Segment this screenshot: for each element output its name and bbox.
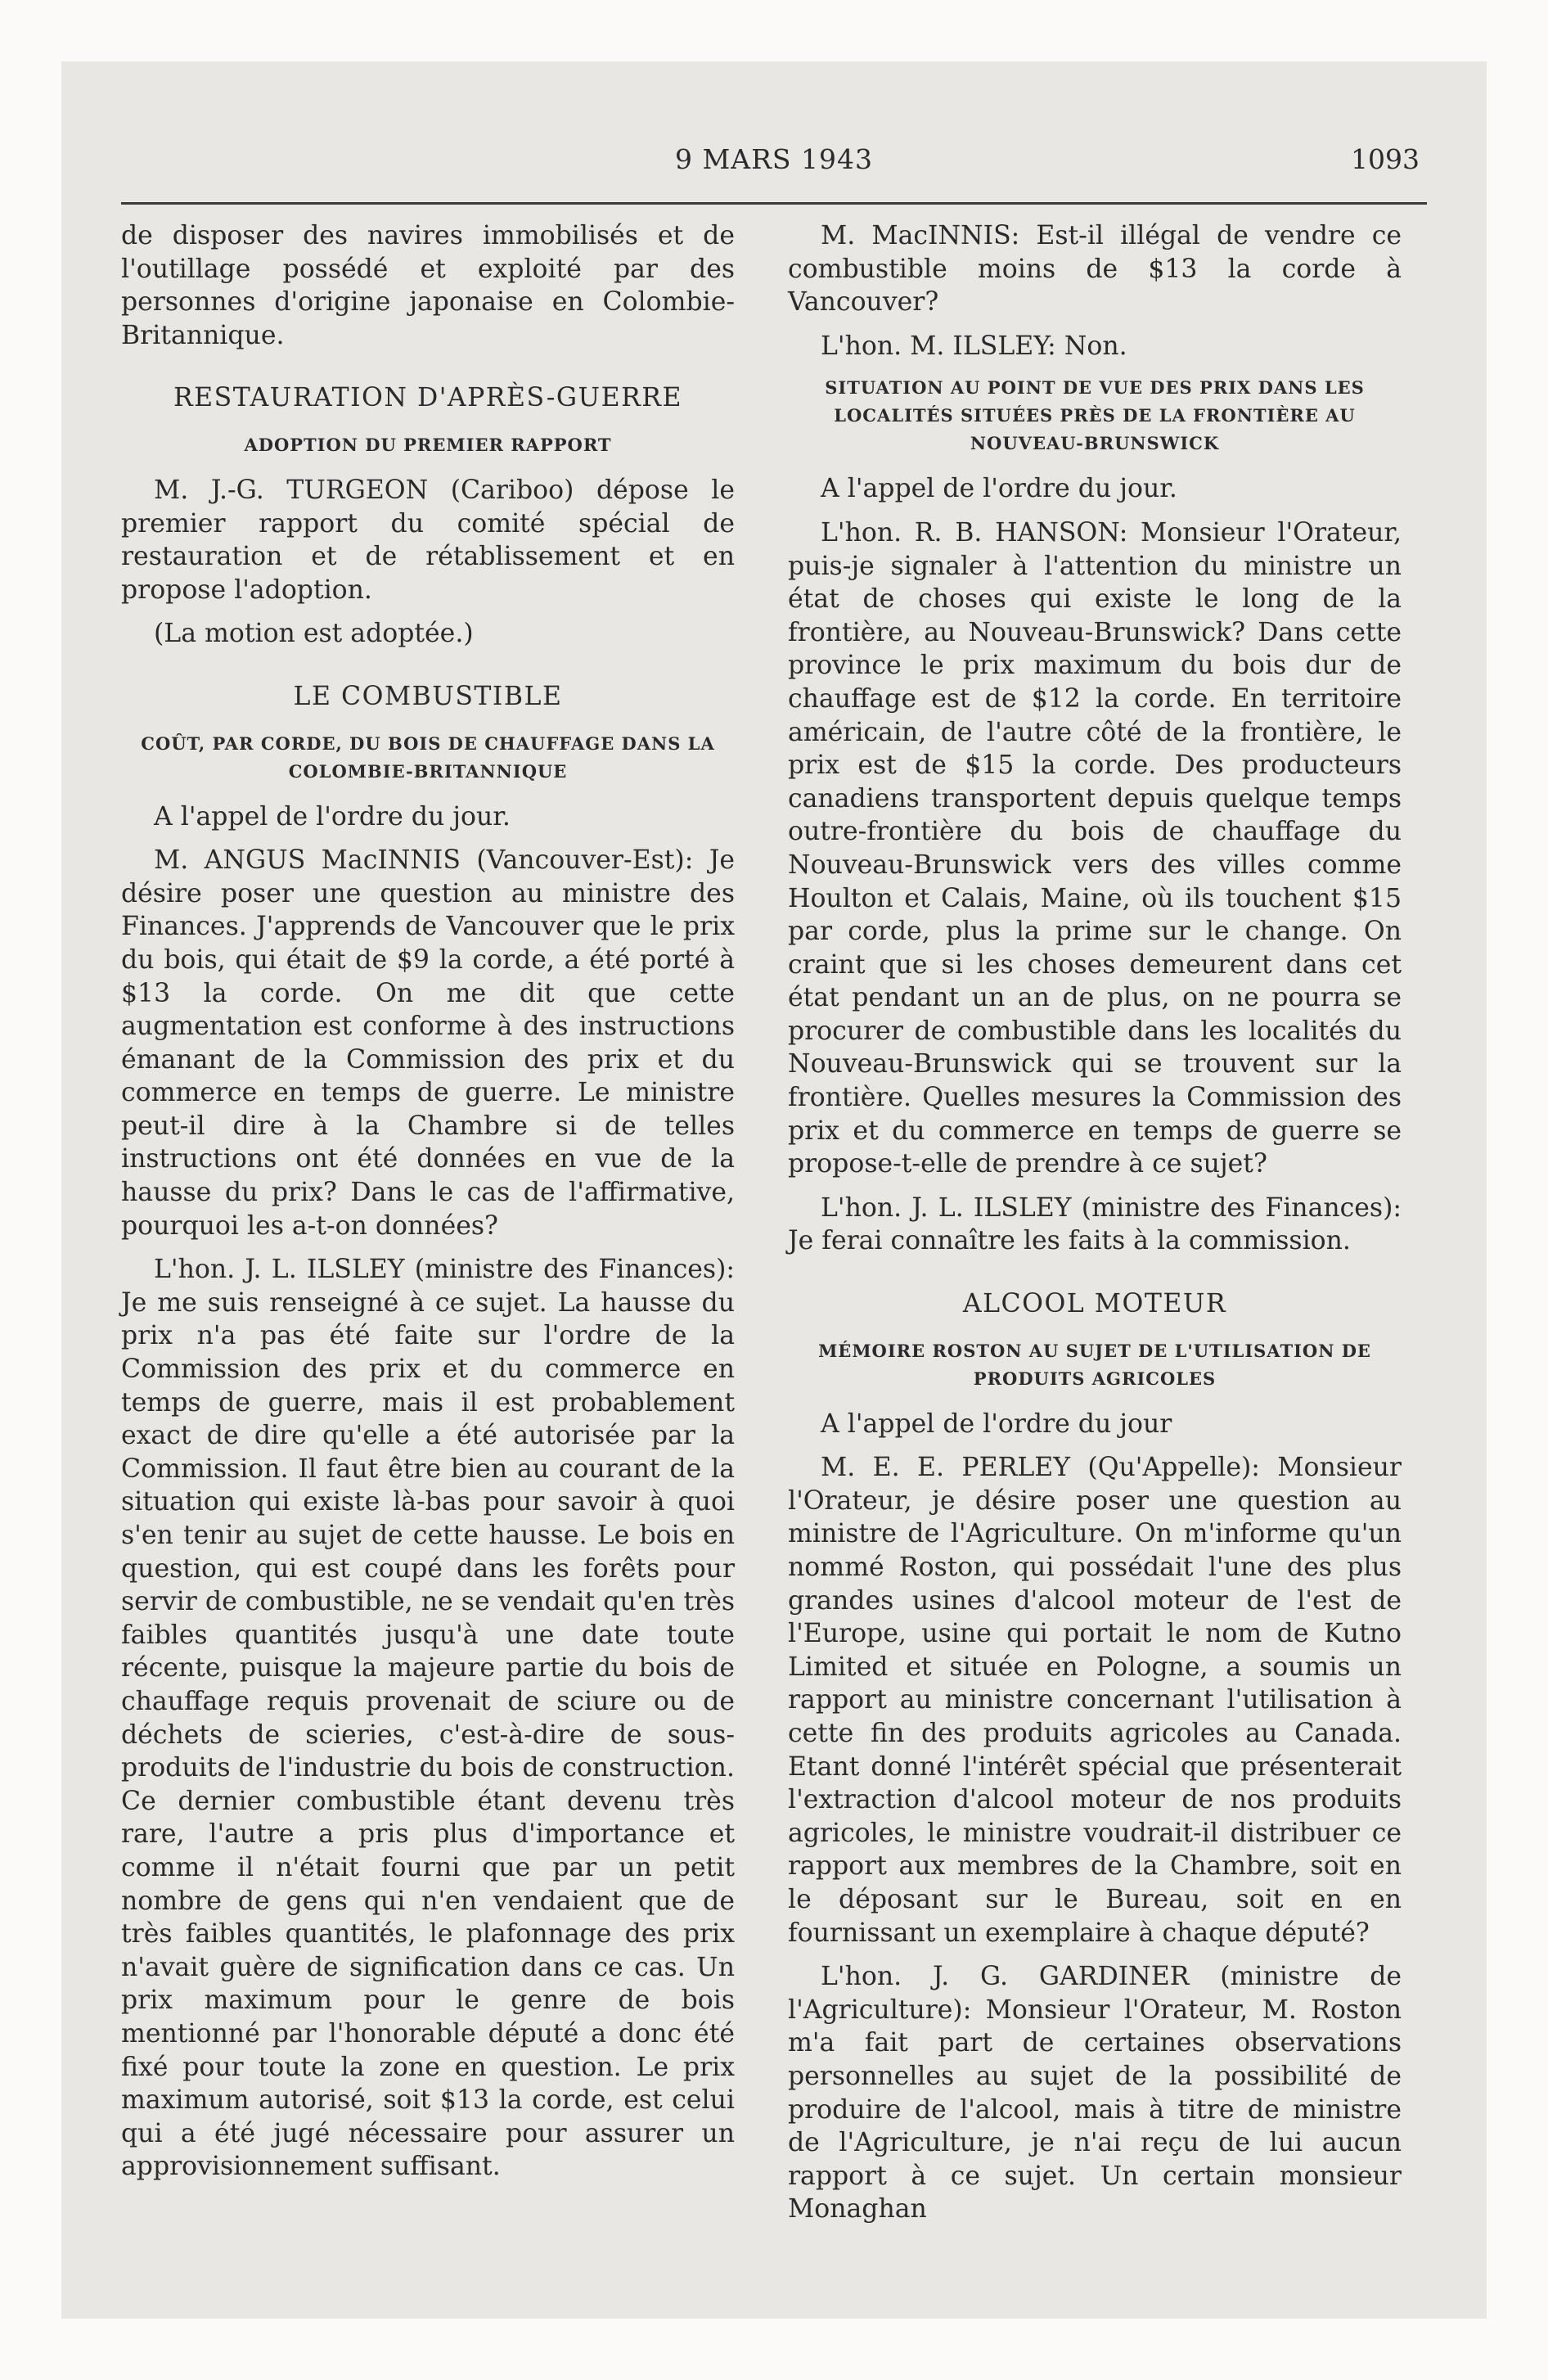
section-title: LE COMBUSTIBLE [293, 681, 563, 711]
paragraph: L'hon. J. L. ILSLEY (ministre des Finances): Je ferai connaître les faits à la commission. [788, 1192, 1402, 1256]
right-column [788, 219, 1402, 2237]
header-rule [121, 202, 1427, 205]
section-subtitle: SITUATION AU POINT DE VUE DES PRIX DANS LES LOCALITÉS SITUÉES PRÈS DE LA FRONTIÈRE AU NOUVEAU-BRUNSWICK [825, 377, 1365, 454]
paragraph: M. E. E. PERLEY (Qu'Appelle): Monsieur l'Orateur, je désire poser une question au ministre de l'Agriculture. On m'informe qu'un nommé Roston, qui possédait l'une des plus grandes usines d'alcool moteur de l'est de l'Europe, usine qui portait le nom de Kutno Limited et située en Pologne, a soumis un rapport au ministre concernant l'utilisation à cette fin des produits agricoles au Canada. Etant donné l'intérêt spécial que présenterait l'extraction d'alcool moteur de nos produits agricoles, le ministre voudrait-il distribuer ce rapport aux membres de la Chambre, soit en le déposant sur le Bureau, soit en en fournissant un exemplaire à chaque député? [788, 1453, 1402, 1948]
paragraph: L'hon. J. G. GARDINER (ministre de l'Agriculture): Monsieur l'Orateur, M. Roston m'a fait part de certaines observations personnelles au sujet de la possibilité de produire de l'alcool, mais à titre de ministre de l'Agriculture, je n'ai reçu de lui aucun rapport à ce sujet. Un certain monsieur Monaghan [788, 1962, 1402, 2224]
section-subtitle: COÛT, PAR CORDE, DU BOIS DE CHAUFFAGE DANS LA COLOMBIE-BRITANNIQUE [141, 732, 715, 782]
paragraph: M. J.-G. TURGEON (Cariboo) dépose le premier rapport du comité spécial de restauration et de rétablissement et en propose l'adoption. [121, 475, 735, 605]
section-subtitle: ADOPTION DU PREMIER RAPPORT [244, 434, 612, 455]
page-number: 1093 [1351, 143, 1420, 175]
left-column [121, 219, 735, 2194]
section-title: ALCOOL MOTEUR [962, 1289, 1227, 1319]
paragraph: A l'appel de l'ordre du jour [821, 1409, 1172, 1439]
paragraph: M. ANGUS MacINNIS (Vancouver-Est): Je désire poser une question au ministre des Finances. J'apprends de Vancouver que le prix du bois, qui était de $9 la corde, a été porté à $13 la corde. On me dit que cette augmentation est conforme à des instructions émanant de la Commission des prix et du commerce en temps de guerre. Le ministre peut-il dire à la Chambre si de telles instructions ont été données en vue de la hausse du prix? Dans le cas de l'affirmative, pourquoi les a-t-on données? [121, 845, 735, 1241]
paragraph: A l'appel de l'ordre du jour. [821, 474, 1177, 504]
section-title: RESTAURATION D'APRÈS-GUERRE [173, 383, 683, 413]
page-date: 9 MARS 1943 [674, 143, 874, 175]
section-subtitle: MÉMOIRE ROSTON AU SUJET DE L'UTILISATION DE PRODUITS AGRICOLES [818, 1340, 1371, 1389]
paragraph: L'hon. R. B. HANSON: Monsieur l'Orateur, puis-je signaler à l'attention du ministre un état de choses qui existe le long de la frontière, au Nouveau-Brunswick? Dans cette province le prix maximum du bois dur de chauffage est de $12 la corde. En territoire américain, de l'autre côté de la frontière, le prix est de $15 la corde. Des producteurs canadiens transportent depuis quelque temps outre-frontière du bois de chauffage du Nouveau-Brunswick vers des villes comme Houlton et Calais, Maine, où ils touchent $15 par corde, plus la prime sur le change. On craint que si les choses demeurent dans cet état pendant un an de plus, on ne pourra se procurer de combustible dans les localités du Nouveau-Brunswick qui se trouvent sur la frontière. Quelles mesures la Commission des prix et du commerce en temps de guerre se propose-t-elle de prendre à ce sujet? [788, 517, 1402, 1179]
paragraph: L'hon. J. L. ILSLEY (ministre des Finances): Je me suis renseigné à ce sujet. La hausse du prix n'a pas été faite sur l'ordre de la Commission des prix et du commerce en temps de guerre, mais il est probablement exact de dire qu'elle a été autorisée par la Commission. Il faut être bien au courant de la situation qui existe là-bas pour savoir à quoi s'en tenir au sujet de cette hausse. Le bois en question, qui est coupé dans les forêts pour servir de combustible, ne se vendait qu'en très faibles quantités jusqu'à une date toute récente, puisque la majeure partie du bois de chauffage requis provenait de sciure ou de déchets de scieries, c'est-à-dire de sous-produits de l'industrie du bois de construction. Ce dernier combustible étant devenu très rare, l'autre a pris plus d'importance et comme il n'était fourni que par un petit nombre de gens qui n'en vendaient que de très faibles quantités, le plafonnage des prix n'avait guère de signification dans ce cas. Un prix maximum pour le genre de bois mentionné par l'honorable député a donc été fixé pour toute la zone en question. Le prix maximum autorisé, soit $13 la corde, est celui qui a été jugé nécessaire pour assurer un approvisionnement suffisant. [121, 1255, 735, 2182]
paragraph: A l'appel de l'ordre du jour. [154, 801, 511, 832]
page-header [61, 143, 1487, 192]
paragraph: L'hon. M. ILSLEY: Non. [821, 331, 1127, 361]
paragraph: M. MacINNIS: Est-il illégal de vendre ce combustible moins de $13 la corde à Vancouver? [788, 221, 1402, 318]
paragraph: de disposer des navires immobilisés et de l'outillage possédé et exploité par des personnes d'origine japonaise en Colombie-Britannique. [121, 221, 735, 350]
paragraph: (La motion est adoptée.) [154, 619, 474, 649]
